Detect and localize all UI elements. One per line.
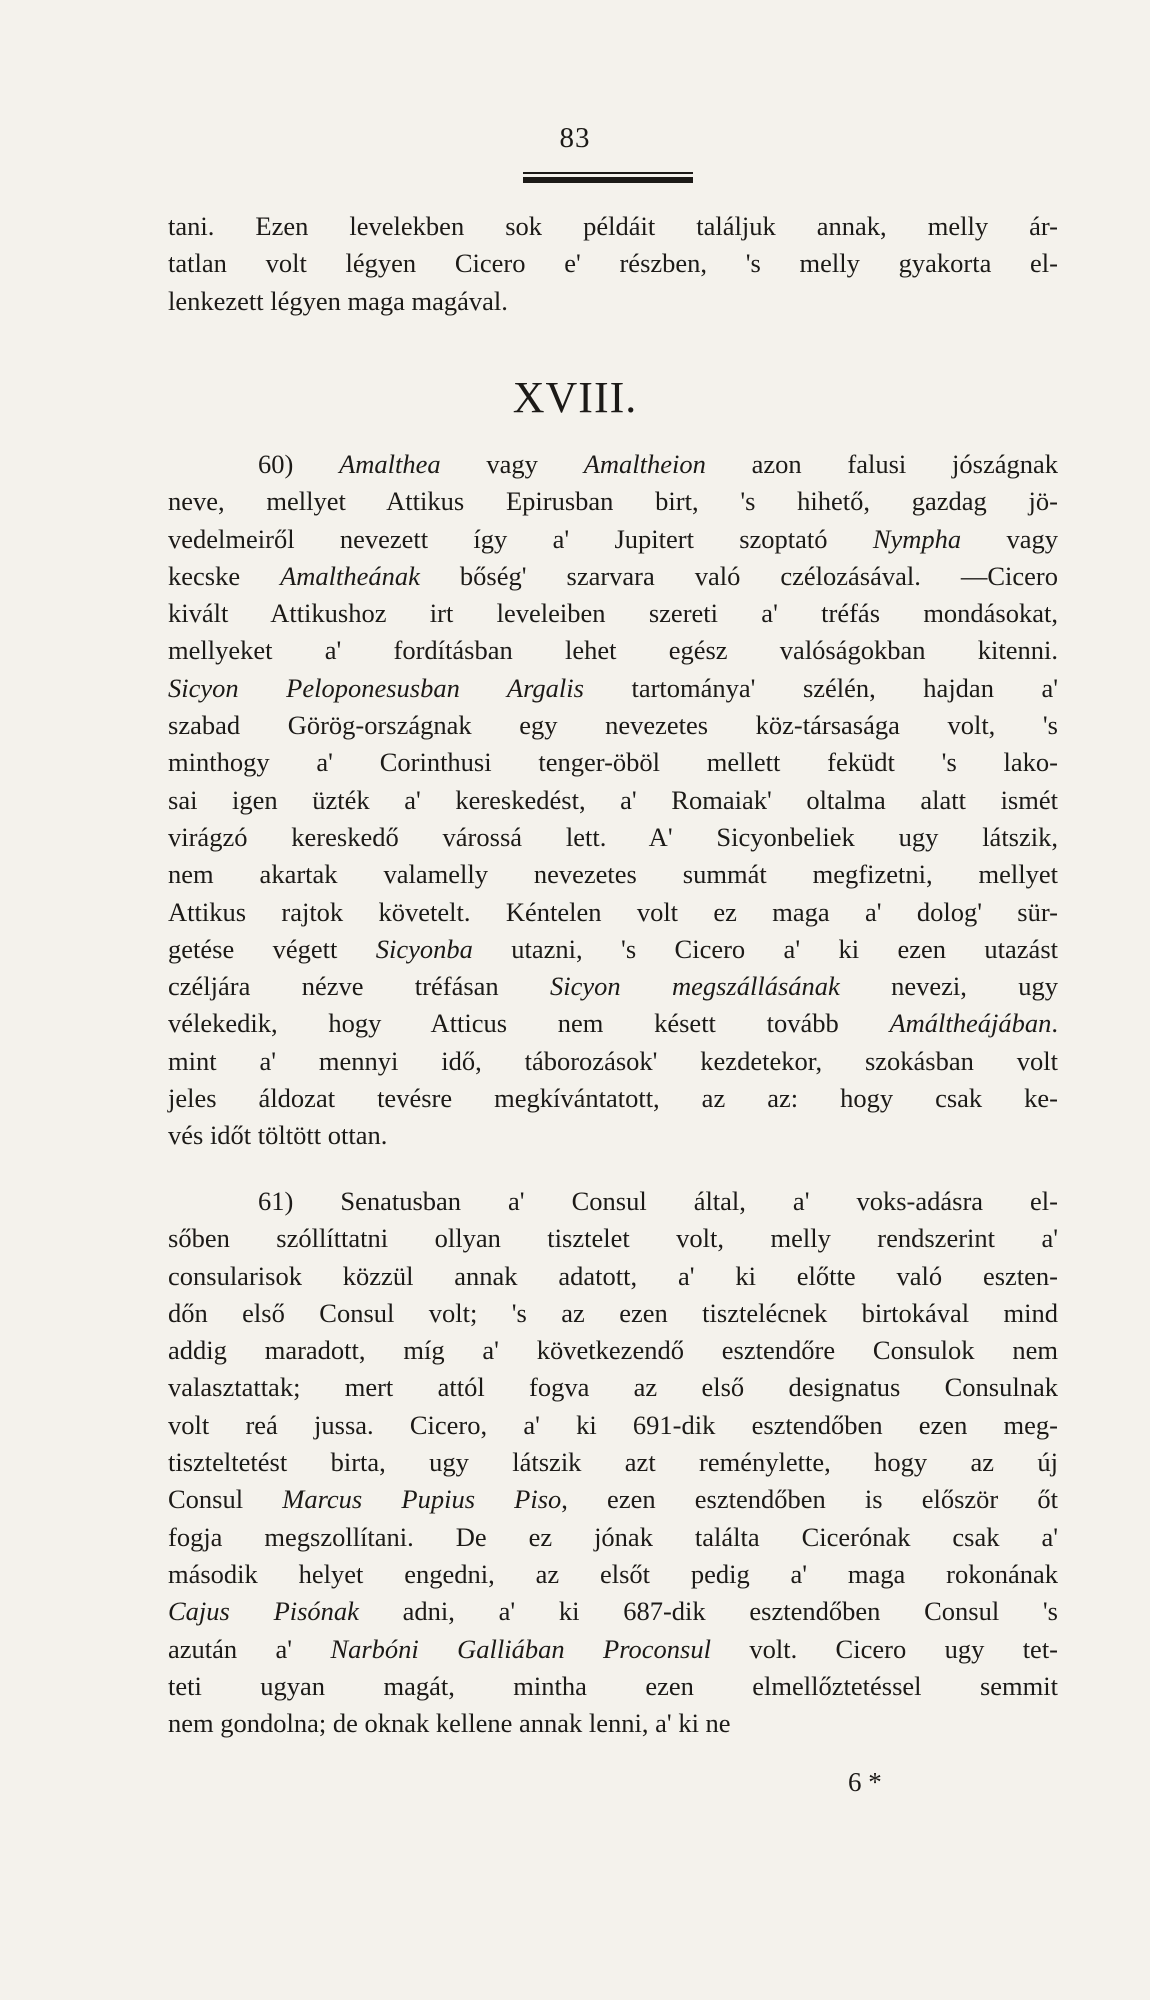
text-run: fogja megszollítani. De ez jónak találta Cicerónak csak a' bbox=[168, 1521, 1058, 1552]
text-line bbox=[168, 1295, 1058, 1332]
text-run: volt. Cicero ugy tet- bbox=[710, 1633, 1059, 1664]
text-line bbox=[168, 1705, 1058, 1742]
text-line bbox=[168, 1556, 1058, 1593]
text-line bbox=[168, 1080, 1058, 1117]
text-run: mint a' mennyi idő, táborozások' kezdetekor, szokásban volt bbox=[168, 1045, 1058, 1076]
text-line bbox=[168, 1593, 1058, 1630]
text-line bbox=[168, 1332, 1058, 1369]
text-run: czéljára nézve tréfásan bbox=[168, 971, 550, 1002]
text-run: adni, a' ki 687-dik esztendőben Consul 's bbox=[358, 1596, 1058, 1627]
text-line bbox=[168, 521, 1058, 558]
text-run: sőben szóllíttatni ollyan tisztelet volt, melly rendszerint a' bbox=[168, 1223, 1058, 1254]
header-rule bbox=[523, 172, 693, 184]
italic-term: Narbóni Galliában Proconsul bbox=[330, 1633, 711, 1664]
text-line bbox=[168, 1005, 1058, 1042]
text-line bbox=[168, 1519, 1058, 1556]
italic-term: Sicyon megszállásának bbox=[550, 971, 840, 1002]
text-run: mellyeket a' fordításban lehet egész valóságokban kitenni. bbox=[168, 635, 1058, 666]
text-line bbox=[168, 1258, 1058, 1295]
note-60 bbox=[168, 446, 1058, 1155]
note-61 bbox=[168, 1183, 1058, 1742]
text-run: sai igen üzték a' kereskedést, a' Romaiak' oltalma alatt ismét bbox=[168, 784, 1058, 815]
text-run: getése végett bbox=[168, 933, 376, 964]
section-heading: XVIII. bbox=[512, 373, 638, 422]
text-run: azután a' bbox=[168, 1633, 331, 1664]
text-line bbox=[168, 558, 1058, 595]
text-line bbox=[168, 1668, 1058, 1705]
text-line bbox=[168, 1369, 1058, 1406]
italic-term: Cajus Pisónak bbox=[168, 1596, 359, 1627]
text-line bbox=[168, 931, 1058, 968]
text-run: jeles áldozat tevésre megkívántatott, az az: hogy csak ke- bbox=[168, 1083, 1058, 1114]
intro-paragraph bbox=[168, 208, 1058, 320]
italic-term: Amaltheion bbox=[583, 449, 706, 479]
text-line bbox=[168, 670, 1058, 707]
text-run: teti ugyan magát, mintha ezen elmellőztetéssel semmit bbox=[168, 1670, 1058, 1701]
italic-term: Nympha bbox=[872, 523, 962, 554]
text-run: dőn első Consul volt; 's az ezen tiszteléсnek birtokával mind bbox=[168, 1297, 1058, 1328]
italic-term: Marcus Pupius Piso bbox=[282, 1484, 562, 1515]
text-run: 61) Senatusban a' Consul által, a' voks-adásra el- bbox=[258, 1186, 1058, 1216]
text-line bbox=[168, 894, 1058, 931]
text-run: vedelmeiről nevezett így a' Jupitert szoptató bbox=[168, 523, 873, 554]
text-line bbox=[168, 1444, 1058, 1481]
text-run: szabad Görög-országnak egy nevezetes köz-társasága volt, 's bbox=[168, 710, 1058, 741]
text-run: volt reá jussa. Cicero, a' ki 691-dik esztendőben ezen meg- bbox=[168, 1409, 1058, 1440]
text-line bbox=[168, 595, 1058, 632]
text-run: vés időt töltött ottan. bbox=[168, 1120, 388, 1151]
text-run: virágzó kereskedő várossá lett. A' Sicyonbeliek ugy látszik, bbox=[168, 821, 1058, 852]
text-line: tani. Ezen levelekben sok példáit találjuk annak, melly ár- bbox=[168, 211, 1058, 241]
text-run: tartománya' szélén, hajdan a' bbox=[583, 672, 1058, 703]
text-line bbox=[168, 1117, 1058, 1154]
signature-mark: 6 * bbox=[848, 1767, 882, 1797]
text-run: második helyet engedni, az elsőt pedig a' maga rokonának bbox=[168, 1558, 1058, 1589]
text-line bbox=[168, 968, 1058, 1005]
italic-term: Amalthea bbox=[339, 449, 441, 479]
text-run: Consul bbox=[168, 1484, 283, 1515]
text-line bbox=[168, 483, 1058, 520]
text-line bbox=[168, 632, 1058, 669]
text-run: nem gondolna; de oknak kellene annak lenni, a' ki ne bbox=[168, 1708, 731, 1739]
text-line bbox=[168, 1220, 1058, 1257]
italic-term: Sicyonba bbox=[375, 933, 473, 964]
text-line bbox=[168, 1407, 1058, 1444]
italic-term: Sicyon Peloponesusban Argalis bbox=[168, 672, 584, 703]
text-run: tiszteltetést birta, ugy látszik azt reménylette, hogy az új bbox=[168, 1447, 1058, 1478]
text-run: kivált Attikushoz irt leveleiben szereti a' tréfás mondásokat, bbox=[168, 598, 1058, 629]
text-run: azon falusi jószágnak bbox=[705, 449, 1059, 479]
text-line: tatlan volt légyen Cicero e' részben, 's melly gyakorta el- bbox=[168, 248, 1058, 279]
text-run: consularisok közzül annak adatott, a' ki előtte való eszten- bbox=[168, 1260, 1058, 1291]
text-line bbox=[168, 1481, 1058, 1518]
text-line bbox=[168, 446, 1058, 483]
text-run: 60) bbox=[258, 449, 340, 479]
text-line bbox=[168, 1631, 1058, 1668]
text-run: minthogy a' Corinthusi tenger-öböl mellett feküdt 's lako- bbox=[168, 747, 1058, 778]
text-line bbox=[168, 1183, 1058, 1220]
text-line bbox=[168, 1043, 1058, 1080]
text-run: nevezi, ugy bbox=[839, 971, 1058, 1002]
text-run: valasztattak; mert attól fogva az első designatus Consulnak bbox=[168, 1372, 1058, 1403]
text-run: vagy bbox=[961, 523, 1058, 554]
text-run: . bbox=[1051, 1008, 1058, 1039]
text-run: nem akartak valamelly nevezetes summát megfizetni, mellyet bbox=[168, 859, 1058, 890]
text-run: , ezen esztendőben is először őt bbox=[561, 1484, 1058, 1515]
page-number: 83 bbox=[559, 122, 591, 154]
text-run: kecske bbox=[168, 560, 281, 591]
text-run: vagy bbox=[440, 449, 584, 479]
text-line bbox=[168, 707, 1058, 744]
text-line: lenkezett légyen maga magával. bbox=[168, 285, 508, 316]
text-run: vélekedik, hogy Atticus nem késett tovább bbox=[168, 1008, 890, 1039]
text-line bbox=[168, 856, 1058, 893]
text-run: bőség' szarvara való czélozásával. —Cicero bbox=[419, 560, 1058, 591]
text-run: addig maradott, míg a' következendő esztendőre Consulok nem bbox=[168, 1335, 1058, 1366]
text-line bbox=[168, 782, 1058, 819]
text-run: Attikus rajtok követelt. Kéntelen volt ez maga a' dolog' sür- bbox=[168, 896, 1058, 927]
text-run: neve, mellyet Attikus Epirusban birt, 's hihető, gazdag jö- bbox=[168, 486, 1058, 517]
italic-term: Amáltheájában bbox=[889, 1008, 1052, 1039]
text-run: utazni, 's Cicero a' ki ezen utazást bbox=[472, 933, 1058, 964]
italic-term: Amaltheának bbox=[280, 560, 420, 591]
text-line bbox=[168, 744, 1058, 781]
text-line bbox=[168, 819, 1058, 856]
